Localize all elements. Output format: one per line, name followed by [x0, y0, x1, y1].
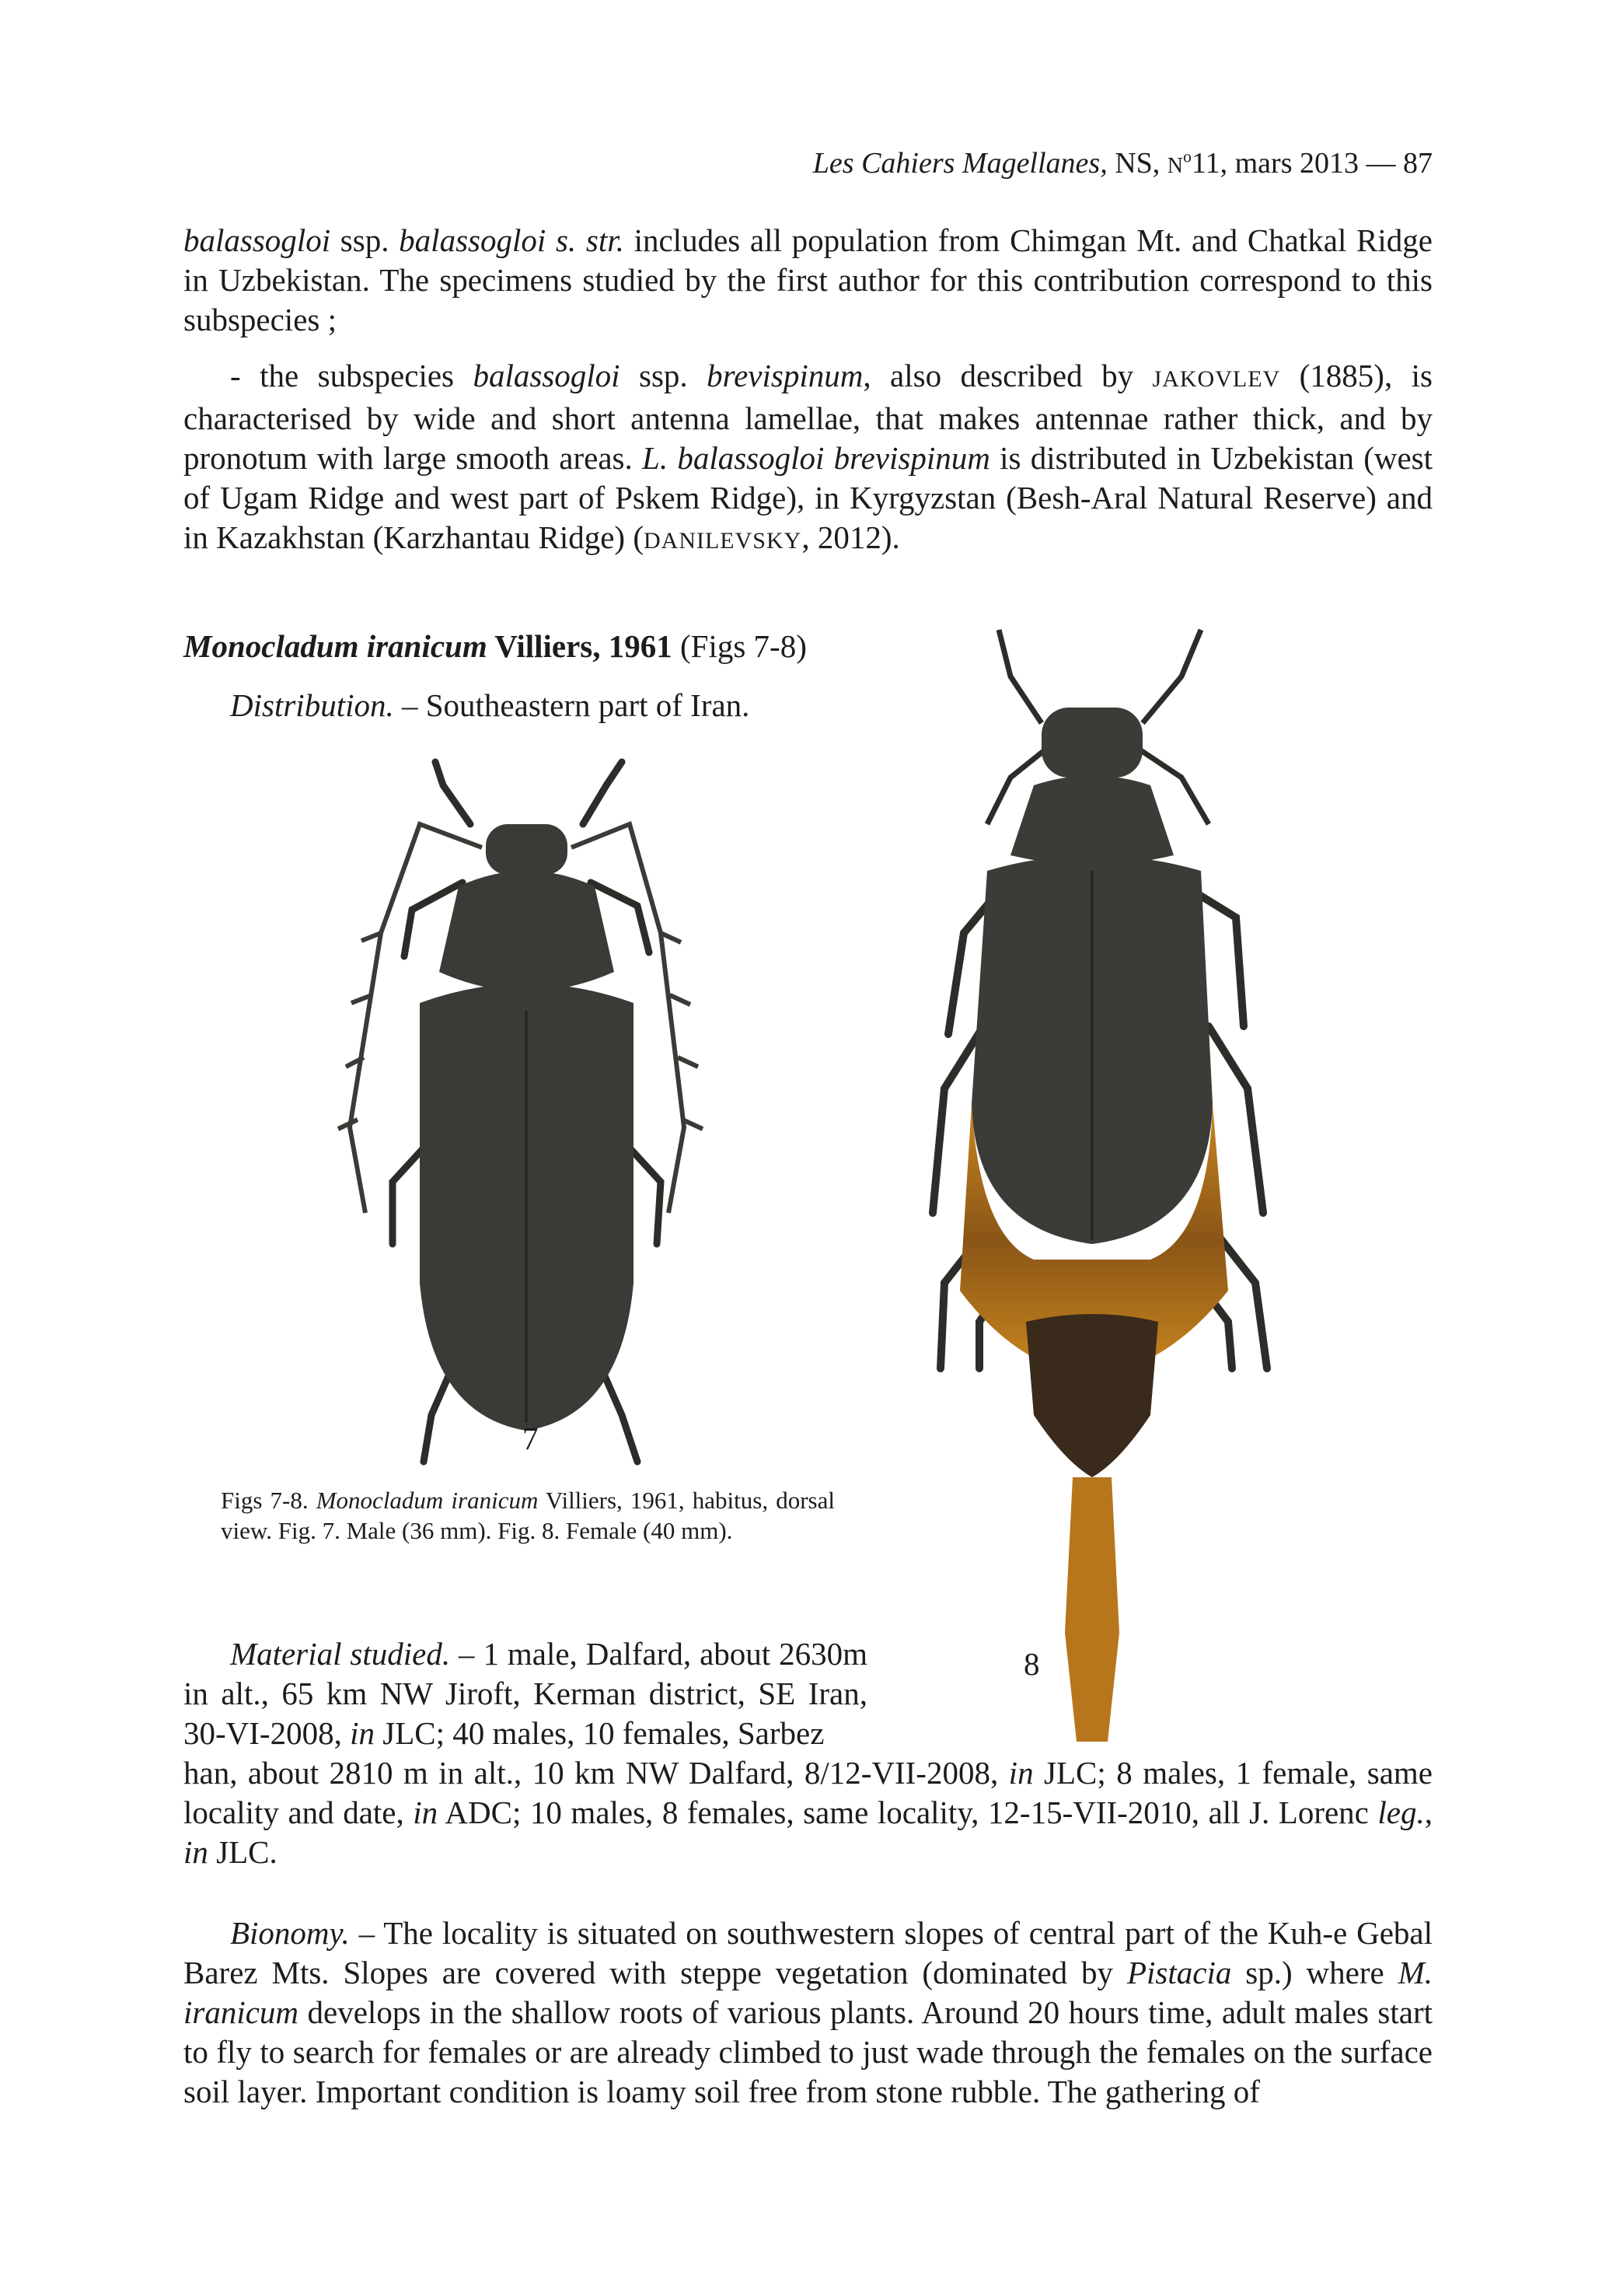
male-head	[486, 824, 567, 875]
male-beetle-figure	[338, 762, 703, 1462]
material-studied-rest: han, about 2810 m in alt., 10 km NW Dalfard, 8/12-VII-2008, in JLC; 8 males, 1 female, same locality and date, in ADC; 10 males, 8 females, same locality, 12-15-VII-2010, all J. Lorenc leg., in JLC.	[183, 1755, 1433, 1870]
species-heading: Monocladum iranicum Villiers, 1961 (Figs 7-8)	[183, 628, 807, 664]
figure-8-label: 8	[1024, 1646, 1040, 1682]
female-head	[1042, 708, 1143, 778]
running-head: Les Cahiers Magellanes, NS, $N^o11$, mars 2013 — 87	[812, 146, 1433, 180]
bionomy-paragraph: Bionomy. – The locality is situated on southwestern slopes of central part of the Kuh-e Gebal Barez Mts. Slopes are covered with steppe vegetation (dominated by Pistacia sp.) where M. iranicum develops in the shallow roots of various plants. Around 20 hours time, adult males start to fly to search for females or are already climbed to just wade through the females on the surface soil layer. Important condition is loamy soil free from stone rubble. The gathering of	[183, 1915, 1433, 2109]
figure-7-label: 7	[522, 1421, 539, 1456]
material-studied-intro: Material studied. – 1 male, Dalfard, about 2630m in alt., 65 km NW Jiroft, Kerman district, SE Iran, 30-VI-2008, in JLC; 40 males, 10 females, Sarbez	[183, 1636, 867, 1751]
paragraph-2: - the subspecies balassogloi ssp. brevispinum, also described by JAKOVLEV (1885), is characterised by wide and short antenna lamellae, that makes antennae rather thick, and by pronotum with large smooth areas. L. balassogloi brevispinum is distributed in Uzbekistan (west of Ugam Ridge and west part of Pskem Ridge), in Kyrgyzstan (Besh-Aral Natural Reserve) and in Kazakhstan (Karzhantau Ridge) (DANILEVSKY, 2012).	[183, 358, 1433, 555]
figure-caption: Figs 7-8. Monocladum iranicum Villiers, 1961, habitus, dorsal view. Fig. 7. Male (36 mm). Fig. 8. Female (40 mm).	[221, 1487, 835, 1544]
female-pronotum	[1010, 776, 1174, 865]
female-abdomen-tip	[1026, 1314, 1158, 1477]
male-pronotum	[439, 871, 614, 991]
female-ovipositor	[1065, 1477, 1119, 1742]
distribution-line: Distribution. – Southeastern part of Iran.	[230, 687, 750, 723]
female-beetle-figure	[933, 630, 1267, 1742]
paragraph-1: balassogloi ssp. balassogloi s. str. includes all population from Chimgan Mt. and Chatkal Ridge in Uzbekistan. The specimens studied by the first author for this contribution correspond to this subspecies ;	[183, 222, 1433, 337]
